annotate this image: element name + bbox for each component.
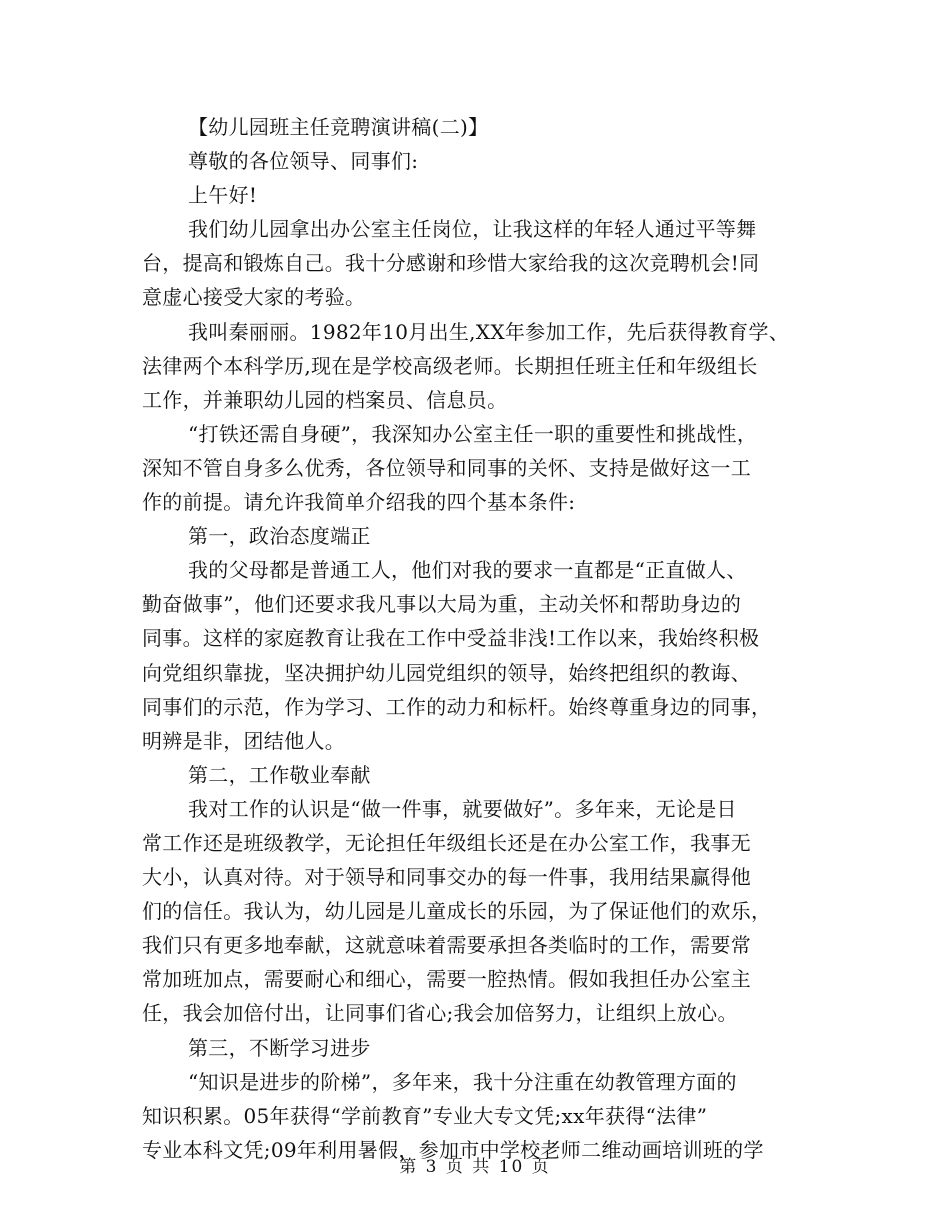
paragraph-line: 知识积累。05年获得“学前教育”专业大专文凭;xx年获得“法律”: [142, 1103, 708, 1128]
document-title: 【幼儿园班主任竞聘演讲稿(二)】: [188, 115, 489, 139]
paragraph-line: 深知不管自身多么优秀，各位领导和同事的关怀、支持是做好这一工: [142, 455, 751, 480]
paragraph-line: 我的父母都是普通工人，他们对我的要求一直都是“正直做人、: [188, 558, 747, 583]
paragraph-line: 工作，并兼职幼儿园的档案员、信息员。: [142, 387, 508, 412]
paragraph-line: 专业本科文凭;09年利用暑假，参加市中学校老师二维动画培训班的学: [142, 1137, 764, 1162]
section-heading: 第二，工作敬业奉献: [188, 762, 371, 787]
paragraph-line: 我叫秦丽丽。1982年10月出生,XX年参加工作，先后获得教育学、: [188, 319, 790, 344]
paragraph-line: 作的前提。请允许我简单介绍我的四个基本条件:: [142, 490, 576, 515]
paragraph-line: 意虚心接受大家的考验。: [142, 285, 366, 310]
paragraph-line: 大小，认真对待。对于领导和同事交办的每一件事，我用结果赢得他: [142, 865, 751, 890]
paragraph-line: 同事们的示范，作为学习、工作的动力和标杆。始终尊重身边的同事，: [142, 694, 772, 719]
page-number-footer: 第 3 页 共 10 页: [399, 1157, 551, 1177]
section-heading: 第三，不断学习进步: [188, 1035, 371, 1060]
paragraph-line: “知识是进步的阶梯”，多年来，我十分注重在幼教管理方面的: [188, 1069, 737, 1094]
paragraph-line: 我对工作的认识是“做一件事，就要做好”。多年来，无论是日: [188, 796, 737, 821]
paragraph-line: 常工作还是班级教学，无论担任年级组长还是在办公室工作，我事无: [142, 830, 751, 855]
body-text: [142, 110, 810, 1167]
paragraph-line: 我们只有更多地奉献，这就意味着需要承担各类临时的工作，需要常: [142, 933, 751, 958]
paragraph-line: 我们幼儿园拿出办公室主任岗位，让我这样的年轻人通过平等舞: [188, 217, 757, 242]
greeting: 上午好!: [188, 183, 258, 208]
paragraph-line: 任，我会加倍付出，让同事们省心;我会加倍努力，让组织上放心。: [142, 1001, 738, 1026]
section-heading: 第一，政治态度端正: [188, 524, 371, 549]
paragraph-line: 们的信任。我认为，幼儿园是儿童成长的乐园，为了保证他们的欢乐，: [142, 899, 772, 924]
salutation: 尊敬的各位领导、同事们:: [188, 149, 419, 174]
paragraph-line: 明辨是非，团结他人。: [142, 728, 345, 753]
paragraph-line: “打铁还需自身硬”，我深知办公室主任一职的重要性和挑战性，: [188, 421, 758, 446]
paragraph-line: 同事。这样的家庭教育让我在工作中受益非浅!工作以来，我始终积极: [142, 626, 760, 651]
paragraph-line: 向党组织靠拢，坚决拥护幼儿园党组织的领导，始终把组织的教诲、: [142, 660, 751, 685]
paragraph-line: 勤奋做事”，他们还要求我凡事以大局为重，主动关怀和帮助身边的: [142, 592, 742, 617]
paragraph-line: 台，提高和锻炼自己。我十分感谢和珍惜大家给我的这次竞聘机会!同: [142, 251, 760, 276]
paragraph-line: 法律两个本科学历,现在是学校高级老师。长期担任班主任和年级组长: [142, 353, 758, 378]
paragraph-line: 常加班加点，需要耐心和细心，需要一腔热情。假如我担任办公室主: [142, 967, 751, 992]
